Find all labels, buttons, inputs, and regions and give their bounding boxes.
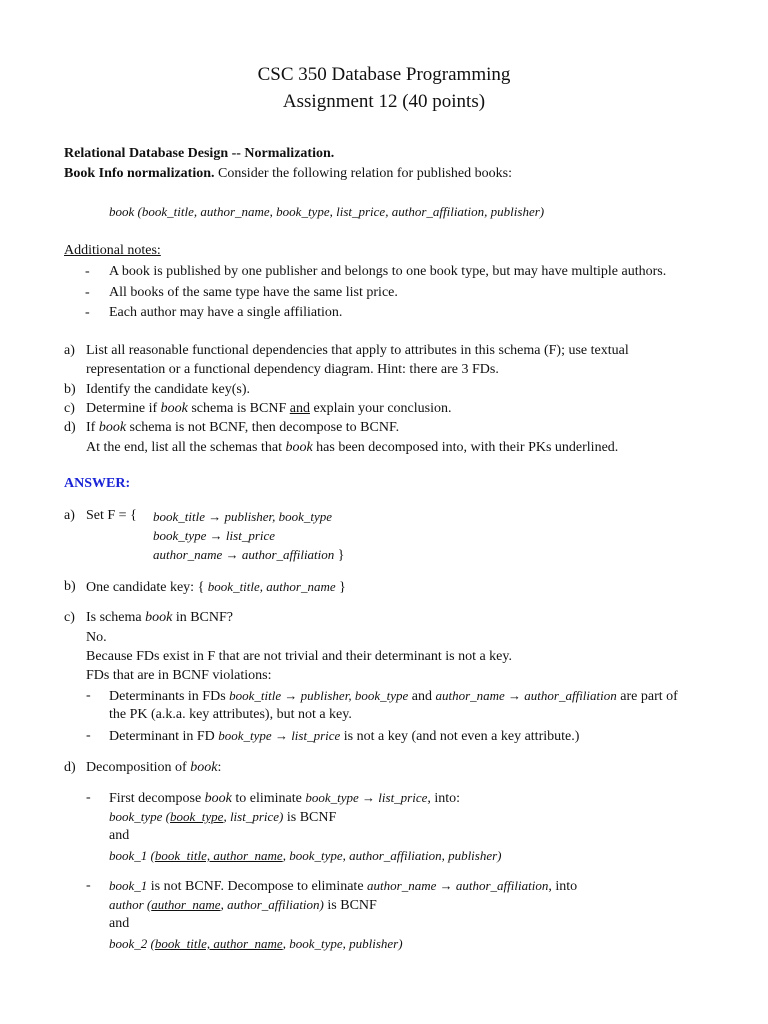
violation-dash: - xyxy=(86,728,91,743)
answer-c-no: No. xyxy=(86,630,107,645)
primary-key: author_name xyxy=(151,897,221,912)
question-a-line1: List all reasonable functional dependencies that apply to attributes in this schema (F); use textual xyxy=(86,343,629,358)
answer-heading: ANSWER: xyxy=(64,476,131,491)
section-heading: Relational Database Design -- Normalization. xyxy=(64,146,335,161)
question-marker: d) xyxy=(64,420,76,435)
question-marker: a) xyxy=(64,343,75,358)
primary-key: book_title, author_name xyxy=(154,936,283,951)
answer-marker: c) xyxy=(64,610,75,625)
fd-1: book_title → publisher, book_type xyxy=(153,509,333,524)
relation-attributes: (book_title, author_name, book_type, list_price, author_affiliation, publisher) xyxy=(137,204,545,219)
note-item: A book is published by one publisher and belongs to one book type, but may have multiple authors. xyxy=(109,264,667,279)
question-d-line2: At the end, list all the schemas that book has been decomposed into, with their PKs underlined. xyxy=(86,440,619,455)
task-label: Book Info normalization. xyxy=(64,166,215,181)
answer-a-set: Set F = { xyxy=(86,508,137,523)
question-d: If book schema is not BCNF, then decompose to BCNF. xyxy=(86,420,400,435)
task-text: Consider the following relation for published books: xyxy=(218,166,512,181)
answer-marker: a) xyxy=(64,508,75,523)
note-dash: - xyxy=(85,285,90,300)
answer-marker: d) xyxy=(64,760,76,775)
notes-heading: Additional notes: xyxy=(64,243,161,258)
violation-1-line2: the PK (a.k.a. key attributes), but not a key. xyxy=(109,707,352,722)
violation-1: Determinants in FDs book_title → publisher, book_type and author_name → author_affiliation are part of xyxy=(109,688,678,704)
relation-schema xyxy=(109,204,544,220)
question-marker: b) xyxy=(64,382,76,397)
note-dash: - xyxy=(85,305,90,320)
and-text: and xyxy=(109,916,130,931)
question-b: Identify the candidate key(s). xyxy=(86,382,251,397)
relation-name: book xyxy=(109,204,135,219)
question-marker: c) xyxy=(64,401,75,416)
fd-3: author_name → author_affiliation xyxy=(153,547,335,562)
note-dash: - xyxy=(85,264,90,279)
answer-c-violations: FDs that are in BCNF violations: xyxy=(86,668,272,683)
decomp-step-2: book_1 is not BCNF. Decompose to eliminate author_name → author_affiliation, into xyxy=(109,878,578,894)
schema-book-type: book_type (book_type, list_price) is BCNF xyxy=(109,809,337,825)
assignment-title: Assignment 12 (40 points) xyxy=(282,91,486,112)
task-line xyxy=(64,166,512,182)
course-title: CSC 350 Database Programming xyxy=(257,64,511,85)
schema-author: author (author_name, author_affiliation) is BCNF xyxy=(109,897,377,913)
and-text: and xyxy=(109,828,130,843)
question-a-line2: representation or a functional dependency diagram. Hint: there are 3 FDs. xyxy=(86,362,499,377)
note-item: Each author may have a single affiliation. xyxy=(109,305,343,320)
violation-2: Determinant in FD book_type → list_price is not a key (and not even a key attribute.) xyxy=(109,728,580,744)
decomp-step-1: First decompose book to eliminate book_type → list_price, into: xyxy=(109,790,461,806)
answer-c-because: Because FDs exist in F that are not trivial and their determinant is not a key. xyxy=(86,649,512,664)
step-dash: - xyxy=(86,790,91,805)
answer-c-question: Is schema book in BCNF? xyxy=(86,610,233,625)
answer-b: One candidate key: { book_title, author_name } xyxy=(86,579,346,595)
primary-key: book_type xyxy=(170,809,224,824)
schema-book-2: book_2 (book_title, author_name, book_type, publisher) xyxy=(109,936,403,951)
fd-2: book_type → list_price xyxy=(153,528,276,543)
answer-d-heading: Decomposition of book: xyxy=(86,760,222,775)
note-item: All books of the same type have the same list price. xyxy=(109,285,398,300)
schema-book-1: book_1 (book_title, author_name, book_type, author_affiliation, publisher) xyxy=(109,848,502,863)
step-dash: - xyxy=(86,878,91,893)
violation-dash: - xyxy=(86,688,91,703)
question-c: Determine if book schema is BCNF and explain your conclusion. xyxy=(86,401,452,416)
primary-key: book_title, author_name xyxy=(154,848,283,863)
answer-marker: b) xyxy=(64,579,76,594)
fd-3-line: author_name → author_affiliation } xyxy=(153,547,345,563)
candidate-key: book_title, author_name xyxy=(207,579,336,594)
